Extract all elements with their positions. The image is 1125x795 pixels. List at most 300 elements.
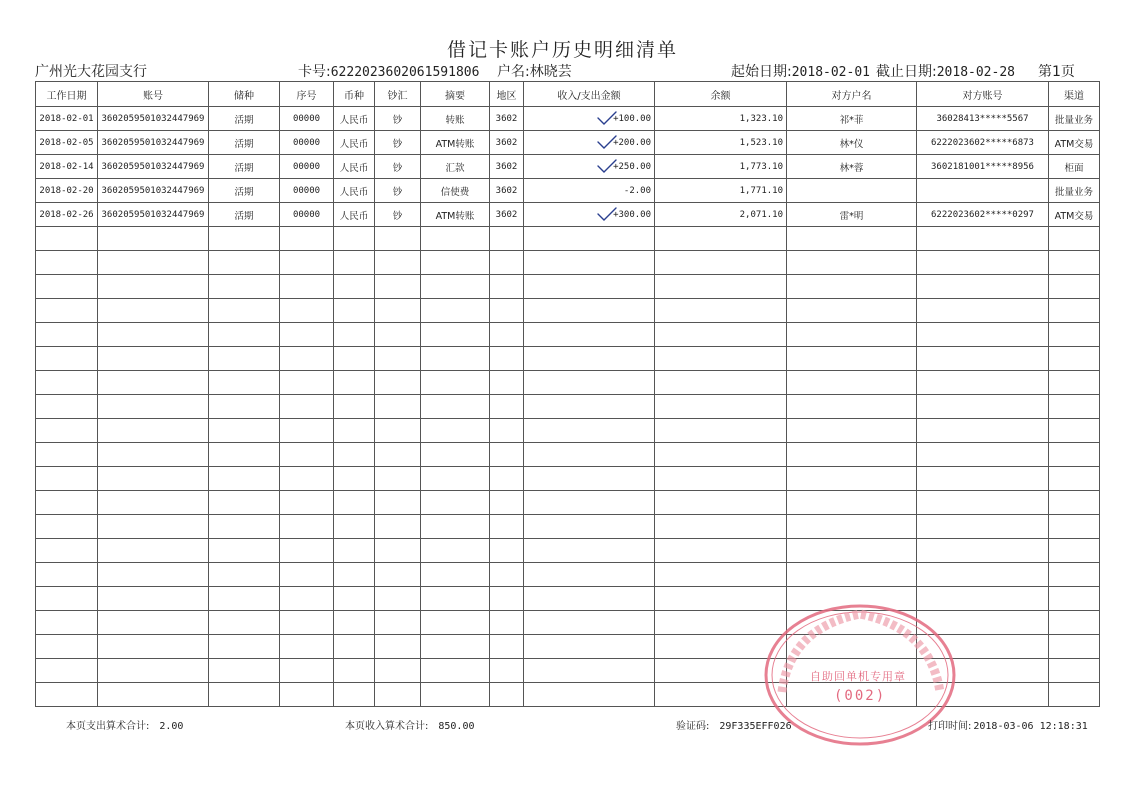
empty-cell (490, 227, 524, 251)
empty-cell (1049, 491, 1100, 515)
empty-cell (209, 539, 280, 563)
empty-cell (280, 659, 334, 683)
cell-counterparty-account: 3602181001*****8956 (917, 155, 1049, 179)
empty-table-row (36, 539, 1100, 563)
empty-cell (655, 467, 787, 491)
empty-table-row (36, 443, 1100, 467)
empty-cell (787, 347, 917, 371)
empty-cell (209, 227, 280, 251)
start-date-field (731, 61, 870, 81)
empty-cell (375, 467, 421, 491)
empty-cell (1049, 539, 1100, 563)
cell-channel: ATM交易 (1049, 131, 1100, 155)
empty-cell (1049, 323, 1100, 347)
empty-cell (1049, 275, 1100, 299)
empty-cell (209, 323, 280, 347)
column-header-sequence-number: 序号 (280, 82, 334, 107)
amount-value: +100.00 (613, 113, 651, 124)
empty-cell (375, 587, 421, 611)
empty-cell (334, 443, 375, 467)
empty-table-row (36, 515, 1100, 539)
empty-cell (421, 323, 490, 347)
empty-cell (524, 395, 655, 419)
empty-cell (655, 227, 787, 251)
empty-cell (1049, 635, 1100, 659)
print-time-value: 2018-03-06 12:18:31 (973, 721, 1088, 732)
empty-cell (375, 419, 421, 443)
empty-cell (421, 443, 490, 467)
empty-cell (280, 563, 334, 587)
cell-region: 3602 (490, 107, 524, 131)
cell-deposit-type: 活期 (209, 155, 280, 179)
empty-cell (209, 371, 280, 395)
empty-cell (917, 299, 1049, 323)
empty-cell (98, 515, 209, 539)
empty-cell (524, 491, 655, 515)
cell-balance: 1,323.10 (655, 107, 787, 131)
cell-region: 3602 (490, 155, 524, 179)
cell-channel: 柜面 (1049, 155, 1100, 179)
empty-cell (1049, 467, 1100, 491)
empty-cell (209, 515, 280, 539)
empty-cell (36, 515, 98, 539)
empty-cell (490, 587, 524, 611)
empty-cell (209, 395, 280, 419)
card-number-value: 6222023602061591806 (330, 65, 480, 80)
empty-cell (98, 659, 209, 683)
empty-cell (490, 659, 524, 683)
empty-cell (421, 539, 490, 563)
cell-counterparty-account: 6222023602*****0297 (917, 203, 1049, 227)
column-header-region: 地区 (490, 82, 524, 107)
empty-cell (524, 419, 655, 443)
empty-cell (1049, 683, 1100, 707)
page-income-total (345, 717, 475, 732)
cell-work-date: 2018-02-01 (36, 107, 98, 131)
empty-cell (375, 299, 421, 323)
empty-cell (524, 275, 655, 299)
empty-cell (1049, 227, 1100, 251)
empty-cell (524, 467, 655, 491)
empty-cell (421, 659, 490, 683)
column-header-channel: 渠道 (1049, 82, 1100, 107)
empty-cell (375, 275, 421, 299)
empty-cell (98, 227, 209, 251)
empty-cell (421, 347, 490, 371)
empty-table-row (36, 395, 1100, 419)
empty-cell (787, 515, 917, 539)
empty-cell (490, 371, 524, 395)
empty-cell (375, 323, 421, 347)
column-header-summary: 摘要 (421, 82, 490, 107)
column-header-counterparty-account: 对方账号 (917, 82, 1049, 107)
cell-amount (524, 203, 655, 227)
empty-cell (421, 515, 490, 539)
cell-sequence-number: 00000 (280, 155, 334, 179)
cell-deposit-type: 活期 (209, 203, 280, 227)
empty-cell (524, 563, 655, 587)
empty-cell (655, 371, 787, 395)
empty-cell (209, 347, 280, 371)
cell-region: 3602 (490, 203, 524, 227)
cell-summary: 汇款 (421, 155, 490, 179)
empty-cell (421, 467, 490, 491)
empty-cell (36, 467, 98, 491)
empty-cell (490, 491, 524, 515)
cell-deposit-type: 活期 (209, 131, 280, 155)
empty-cell (1049, 299, 1100, 323)
column-header-account-number: 账号 (98, 82, 209, 107)
card-number-label: 卡号: (298, 64, 331, 80)
empty-cell (421, 587, 490, 611)
empty-cell (334, 419, 375, 443)
empty-cell (1049, 611, 1100, 635)
cell-channel: 批量业务 (1049, 107, 1100, 131)
empty-cell (787, 491, 917, 515)
empty-cell (334, 683, 375, 707)
cell-balance: 1,523.10 (655, 131, 787, 155)
cell-work-date: 2018-02-14 (36, 155, 98, 179)
empty-cell (490, 611, 524, 635)
cell-counterparty-name: 林*仪 (787, 131, 917, 155)
empty-cell (787, 419, 917, 443)
empty-cell (917, 395, 1049, 419)
empty-cell (917, 491, 1049, 515)
empty-cell (36, 347, 98, 371)
seal-number: (002) (834, 688, 887, 704)
empty-cell (98, 539, 209, 563)
verification-code-label: 验证码: (676, 721, 710, 732)
empty-cell (36, 419, 98, 443)
cell-cash-remit: 钞 (375, 107, 421, 131)
card-number-field (298, 61, 479, 81)
empty-cell (787, 467, 917, 491)
cell-amount (524, 155, 655, 179)
empty-cell (421, 491, 490, 515)
empty-cell (490, 443, 524, 467)
cell-channel: 批量业务 (1049, 179, 1100, 203)
cell-cash-remit: 钞 (375, 203, 421, 227)
empty-cell (209, 587, 280, 611)
empty-cell (209, 635, 280, 659)
empty-cell (98, 275, 209, 299)
empty-cell (524, 251, 655, 275)
empty-cell (1049, 419, 1100, 443)
expense-total-label: 本页支出算术合计: (66, 721, 150, 732)
empty-cell (98, 611, 209, 635)
print-time (928, 717, 1088, 732)
empty-cell (524, 611, 655, 635)
empty-cell (917, 323, 1049, 347)
empty-cell (917, 347, 1049, 371)
cell-currency: 人民币 (334, 203, 375, 227)
empty-cell (787, 371, 917, 395)
empty-cell (655, 275, 787, 299)
empty-cell (36, 299, 98, 323)
empty-cell (36, 563, 98, 587)
empty-cell (917, 251, 1049, 275)
cell-channel: ATM交易 (1049, 203, 1100, 227)
page-expense-total (66, 717, 183, 732)
empty-cell (655, 491, 787, 515)
column-header-balance: 余额 (655, 82, 787, 107)
empty-cell (421, 683, 490, 707)
empty-cell (524, 371, 655, 395)
empty-cell (334, 515, 375, 539)
empty-cell (917, 467, 1049, 491)
empty-cell (655, 323, 787, 347)
empty-cell (334, 587, 375, 611)
empty-cell (375, 611, 421, 635)
account-holder-field (497, 61, 572, 81)
empty-cell (98, 323, 209, 347)
empty-cell (334, 491, 375, 515)
start-date-value: 2018-02-01 (791, 65, 870, 80)
amount-value: -2.00 (623, 185, 651, 196)
cell-balance: 1,771.10 (655, 179, 787, 203)
empty-cell (209, 275, 280, 299)
empty-cell (280, 635, 334, 659)
empty-cell (209, 443, 280, 467)
column-header-deposit-type: 储种 (209, 82, 280, 107)
column-header-counterparty-name: 对方户名 (787, 82, 917, 107)
empty-cell (36, 275, 98, 299)
empty-cell (490, 395, 524, 419)
amount-value: +250.00 (613, 161, 651, 172)
empty-cell (98, 587, 209, 611)
empty-cell (490, 323, 524, 347)
empty-cell (490, 347, 524, 371)
account-holder-label: 户名: (497, 64, 530, 80)
column-header-cash-remit: 钞汇 (375, 82, 421, 107)
empty-cell (421, 371, 490, 395)
column-header-amount: 收入/支出金额 (524, 82, 655, 107)
empty-cell (280, 539, 334, 563)
end-date-value: 2018-02-28 (936, 65, 1015, 80)
empty-cell (917, 227, 1049, 251)
empty-cell (524, 299, 655, 323)
empty-cell (1049, 587, 1100, 611)
empty-cell (98, 347, 209, 371)
cell-counterparty-account: 6222023602*****6873 (917, 131, 1049, 155)
cell-summary: 信使费 (421, 179, 490, 203)
empty-cell (98, 635, 209, 659)
empty-cell (334, 275, 375, 299)
empty-cell (375, 491, 421, 515)
empty-cell (421, 635, 490, 659)
account-holder-value: 林晓芸 (529, 64, 572, 80)
empty-cell (917, 443, 1049, 467)
empty-cell (1049, 443, 1100, 467)
column-header-currency: 币种 (334, 82, 375, 107)
empty-cell (375, 539, 421, 563)
empty-cell (917, 371, 1049, 395)
empty-cell (917, 563, 1049, 587)
empty-cell (36, 371, 98, 395)
cell-account-number: 3602059501032447969 (98, 155, 209, 179)
cell-deposit-type: 活期 (209, 107, 280, 131)
empty-cell (36, 659, 98, 683)
empty-cell (334, 563, 375, 587)
empty-cell (524, 515, 655, 539)
empty-cell (375, 515, 421, 539)
empty-cell (36, 539, 98, 563)
cell-counterparty-name: 雷*明 (787, 203, 917, 227)
table-row (36, 203, 1100, 227)
empty-cell (280, 467, 334, 491)
empty-cell (280, 587, 334, 611)
empty-cell (209, 299, 280, 323)
empty-cell (787, 323, 917, 347)
empty-cell (655, 515, 787, 539)
empty-cell (655, 395, 787, 419)
empty-cell (280, 323, 334, 347)
amount-value: +300.00 (613, 209, 651, 220)
empty-cell (490, 635, 524, 659)
cell-account-number: 3602059501032447969 (98, 203, 209, 227)
empty-cell (524, 539, 655, 563)
empty-cell (787, 227, 917, 251)
empty-cell (421, 395, 490, 419)
cell-counterparty-name: 祁*菲 (787, 107, 917, 131)
empty-cell (787, 539, 917, 563)
empty-cell (36, 443, 98, 467)
empty-cell (36, 227, 98, 251)
cell-currency: 人民币 (334, 179, 375, 203)
empty-cell (655, 299, 787, 323)
empty-cell (280, 395, 334, 419)
empty-cell (490, 563, 524, 587)
empty-cell (209, 467, 280, 491)
empty-cell (421, 275, 490, 299)
empty-cell (1049, 347, 1100, 371)
empty-cell (524, 635, 655, 659)
empty-cell (655, 563, 787, 587)
empty-cell (421, 299, 490, 323)
empty-cell (375, 683, 421, 707)
empty-cell (98, 371, 209, 395)
empty-cell (280, 683, 334, 707)
empty-cell (280, 611, 334, 635)
empty-cell (1049, 659, 1100, 683)
start-date-label: 起始日期: (731, 64, 792, 80)
cell-account-number: 3602059501032447969 (98, 131, 209, 155)
empty-cell (209, 251, 280, 275)
empty-cell (280, 491, 334, 515)
empty-table-row (36, 371, 1100, 395)
empty-cell (280, 419, 334, 443)
empty-cell (334, 323, 375, 347)
cell-deposit-type: 活期 (209, 179, 280, 203)
cell-counterparty-name (787, 179, 917, 203)
income-total-value: 850.00 (438, 721, 475, 732)
table-row (36, 131, 1100, 155)
empty-cell (334, 299, 375, 323)
empty-cell (280, 227, 334, 251)
empty-cell (98, 683, 209, 707)
cell-work-date: 2018-02-26 (36, 203, 98, 227)
empty-cell (524, 347, 655, 371)
end-date-field (876, 61, 1015, 81)
cell-currency: 人民币 (334, 131, 375, 155)
empty-cell (375, 395, 421, 419)
empty-cell (36, 491, 98, 515)
empty-cell (917, 515, 1049, 539)
empty-cell (375, 251, 421, 275)
empty-cell (334, 227, 375, 251)
empty-cell (490, 683, 524, 707)
empty-cell (490, 539, 524, 563)
cell-account-number: 3602059501032447969 (98, 107, 209, 131)
verification-code (676, 717, 792, 732)
empty-cell (375, 347, 421, 371)
empty-cell (490, 419, 524, 443)
empty-cell (98, 251, 209, 275)
cell-work-date: 2018-02-05 (36, 131, 98, 155)
column-header-work-date: 工作日期 (36, 82, 98, 107)
empty-cell (1049, 563, 1100, 587)
page-number: 第1页 (1038, 64, 1075, 80)
branch-name: 广州光大花园支行 (35, 64, 147, 80)
document-title: 借记卡账户历史明细清单 (446, 39, 678, 61)
empty-cell (917, 539, 1049, 563)
cell-region: 3602 (490, 179, 524, 203)
expense-total-value: 2.00 (159, 721, 184, 732)
empty-cell (1049, 371, 1100, 395)
empty-cell (917, 275, 1049, 299)
empty-cell (655, 539, 787, 563)
empty-cell (787, 251, 917, 275)
empty-table-row (36, 275, 1100, 299)
empty-cell (421, 419, 490, 443)
empty-cell (375, 635, 421, 659)
empty-cell (375, 227, 421, 251)
empty-cell (36, 683, 98, 707)
cell-sequence-number: 00000 (280, 107, 334, 131)
cell-counterparty-name: 林*蓉 (787, 155, 917, 179)
empty-cell (334, 251, 375, 275)
empty-cell (209, 491, 280, 515)
empty-cell (36, 587, 98, 611)
cell-counterparty-account (917, 179, 1049, 203)
empty-cell (280, 275, 334, 299)
empty-cell (421, 563, 490, 587)
table-header-row (36, 82, 1100, 107)
empty-cell (280, 443, 334, 467)
verification-code-value: 29F335EFF026 (719, 721, 792, 732)
empty-cell (524, 443, 655, 467)
end-date-label: 截止日期: (876, 64, 937, 80)
empty-cell (655, 443, 787, 467)
empty-cell (98, 467, 209, 491)
empty-table-row (36, 227, 1100, 251)
empty-cell (98, 443, 209, 467)
empty-cell (334, 467, 375, 491)
empty-cell (334, 371, 375, 395)
empty-cell (36, 395, 98, 419)
empty-cell (98, 299, 209, 323)
empty-cell (280, 299, 334, 323)
empty-table-row (36, 251, 1100, 275)
empty-cell (787, 275, 917, 299)
empty-cell (280, 371, 334, 395)
empty-cell (524, 587, 655, 611)
empty-table-row (36, 467, 1100, 491)
empty-cell (655, 347, 787, 371)
empty-cell (524, 659, 655, 683)
empty-cell (334, 539, 375, 563)
empty-table-row (36, 347, 1100, 371)
